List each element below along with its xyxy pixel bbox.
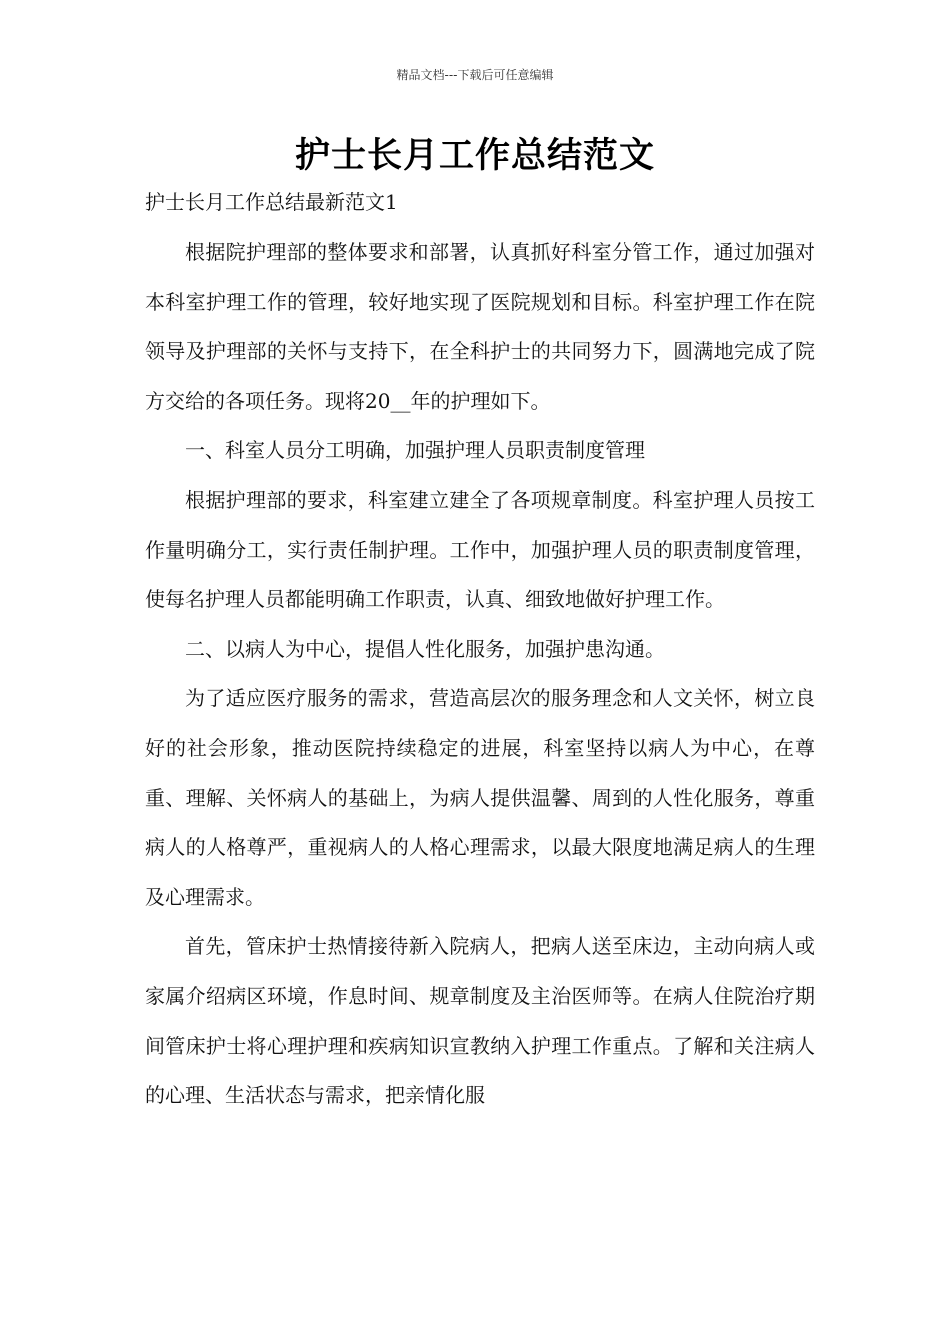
body-paragraph: 为了适应医疗服务的需求，营造高层次的服务理念和人文关怀，树立良好的社会形象，推动医院持续稳定的进展，科室坚持以病人为中心，在尊重、理解、关怀病人的基础上，为病人提供温馨、周到的人性化服务，尊重病人的人格尊严，重视病人的人格心理需求，以最大限度地满足病人的生理及心理需求。 xyxy=(145,686,815,909)
document-subtitle: 护士长月工作总结最新范文1 xyxy=(145,190,398,214)
body-paragraph: 首先，管床护士热情接待新入院病人，把病人送至床边，主动向病人或家属介绍病区环境，作息时间、规章制度及主治医师等。在病人住院治疗期间管床护士将心理护理和疾病知识宣教纳入护理工作重点。了解和关注病人的心理、生活状态与需求，把亲情化服 xyxy=(145,934,815,1108)
section-heading: 一、科室人员分工明确，加强护理人员职责制度管理 xyxy=(185,438,645,463)
page-header: 精品文档---下载后可任意编辑 xyxy=(396,68,554,82)
document-body xyxy=(145,228,815,1121)
section-heading: 二、以病人为中心，提倡人性化服务，加强护患沟通。 xyxy=(185,636,665,661)
document-title: 护士长月工作总结范文 xyxy=(294,136,655,176)
body-paragraph: 根据护理部的要求，科室建立建全了各项规章制度。科室护理人员按工作量明确分工，实行责任制护理。工作中，加强护理人员的职责制度管理，使每名护理人员都能明确工作职责，认真、细致地做好护理工作。 xyxy=(145,487,815,612)
body-paragraph: 根据院护理部的整体要求和部署，认真抓好科室分管工作，通过加强对本科室护理工作的管理，较好地实现了医院规划和目标。科室护理工作在院领导及护理部的关怀与支持下，在全科护士的共同努力下，圆满地完成了院方交给的各项任务。现将20__年的护理如下。 xyxy=(145,240,815,413)
